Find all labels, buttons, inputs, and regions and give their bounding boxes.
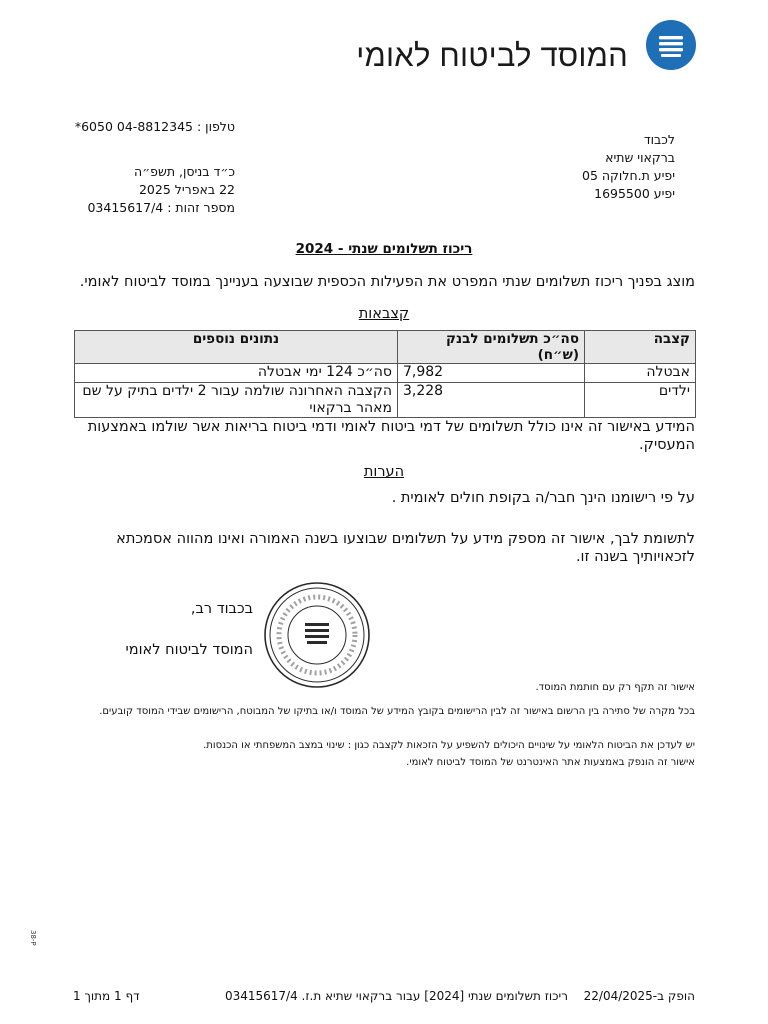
table-cell-details: סה״כ 124 ימי אבטלה <box>75 364 398 383</box>
table-row <box>75 383 696 418</box>
note-disclaimer: לתשומת לבך, אישור זה מספק מידע על תשלומים שבוצעו בשנה האמורה ואינו מהווה אסמכתא לזכאויותיך בשנה זו. <box>116 531 695 565</box>
organization-name: המוסד לביטוח לאומי <box>356 38 628 73</box>
national-insurance-logo-icon <box>646 20 696 70</box>
table-header-details: נתונים נוספים <box>75 331 398 364</box>
table-header-allowance: קצבה <box>585 331 696 364</box>
allowances-heading: קצבאות <box>358 306 410 322</box>
footer-page-number: דף 1 מתוך 1 <box>73 989 140 1003</box>
hebrew-date: כ״ד בניסן, תשפ״ה <box>133 164 235 179</box>
recipient-salutation: לכבוד <box>643 132 675 147</box>
date-block <box>87 163 235 217</box>
recipient-name: ברקאוי שתיא <box>605 150 675 165</box>
id-label: מספר זהות : <box>167 200 235 215</box>
recipient-address <box>582 131 675 203</box>
notes-heading: הערות <box>363 464 405 480</box>
table-header-total: סה״כ תשלומים לבנק (ש״ח) <box>398 331 585 364</box>
payments-table <box>74 330 696 418</box>
table-cell-total: 3,228 <box>398 383 585 418</box>
fine-print-issued-online: אישור זה הונפק באמצעות אתר האינטרנט של המוסד לביטוח לאומי. <box>406 757 695 768</box>
document-title: ריכוז תשלומים שנתי - 2024 <box>295 241 473 257</box>
id-line <box>87 199 235 217</box>
footer-document-reference: ריכוז תשלומים שנתי [2024] עבור ברקאוי שתיא ת.ז. 03415617/4 <box>224 989 568 1003</box>
table-cell-allowance: ילדים <box>585 383 696 418</box>
note-health-fund: על פי רישומנו הינך חבר/ה בקופת חולים לאומית . <box>391 490 695 506</box>
contact-phone: טלפון : 04-8812345 6050* <box>74 119 235 134</box>
fine-print-update: יש לעדכן את הביטוח הלאומי על שינויים היכולים להשפיע על הזכאות לקצבה כגון : שינוי במצב המשפחתי או הכנסות. <box>203 740 695 751</box>
footer-issued-date: הופק ב-22/04/2025 <box>583 989 695 1003</box>
fine-print-conflict: בכל מקרה של סתירה בין הרשום באישור זה לבין הרישומים בקובץ המידע של המוסד ו/או בתיקו של המבוטח, הרישומים שבידי המוסד קובעים. <box>99 706 695 717</box>
closing-regards: בכבוד רב, <box>190 601 253 617</box>
signature-org: המוסד לביטוח לאומי <box>125 642 253 658</box>
table-cell-allowance: אבטלה <box>585 364 696 383</box>
table-header-row <box>75 331 696 364</box>
recipient-street: יפיע ת.חלוקה 05 <box>582 168 675 183</box>
table-cell-details: הקצבה האחרונה שולמה עבור 2 ילדים בתיק על שם מאהר ברקאוי <box>75 383 398 418</box>
official-stamp-icon <box>262 580 372 690</box>
side-form-code: 38-P <box>29 930 37 946</box>
intro-text: מוצג בפניך ריכוז תשלומים שנתי המפרט את הפעילות הכספית שבוצעה בעניינך במוסד לביטוח לאומי. <box>79 274 695 290</box>
notice-text: המידע באישור זה אינו כולל תשלומים של דמי ביטוח לאומי ודמי ביטוח בריאות אשר שולמו באמצעות המעסיק. <box>87 419 695 453</box>
gregorian-date: 22 באפריל 2025 <box>138 182 235 197</box>
recipient-city: יפיע 1695500 <box>594 186 675 201</box>
fine-print-stamp-validity: אישור זה תקף רק עם חותמת המוסד. <box>535 682 695 693</box>
id-value: 03415617/4 <box>87 200 164 215</box>
table-cell-total: 7,982 <box>398 364 585 383</box>
table-row <box>75 364 696 383</box>
